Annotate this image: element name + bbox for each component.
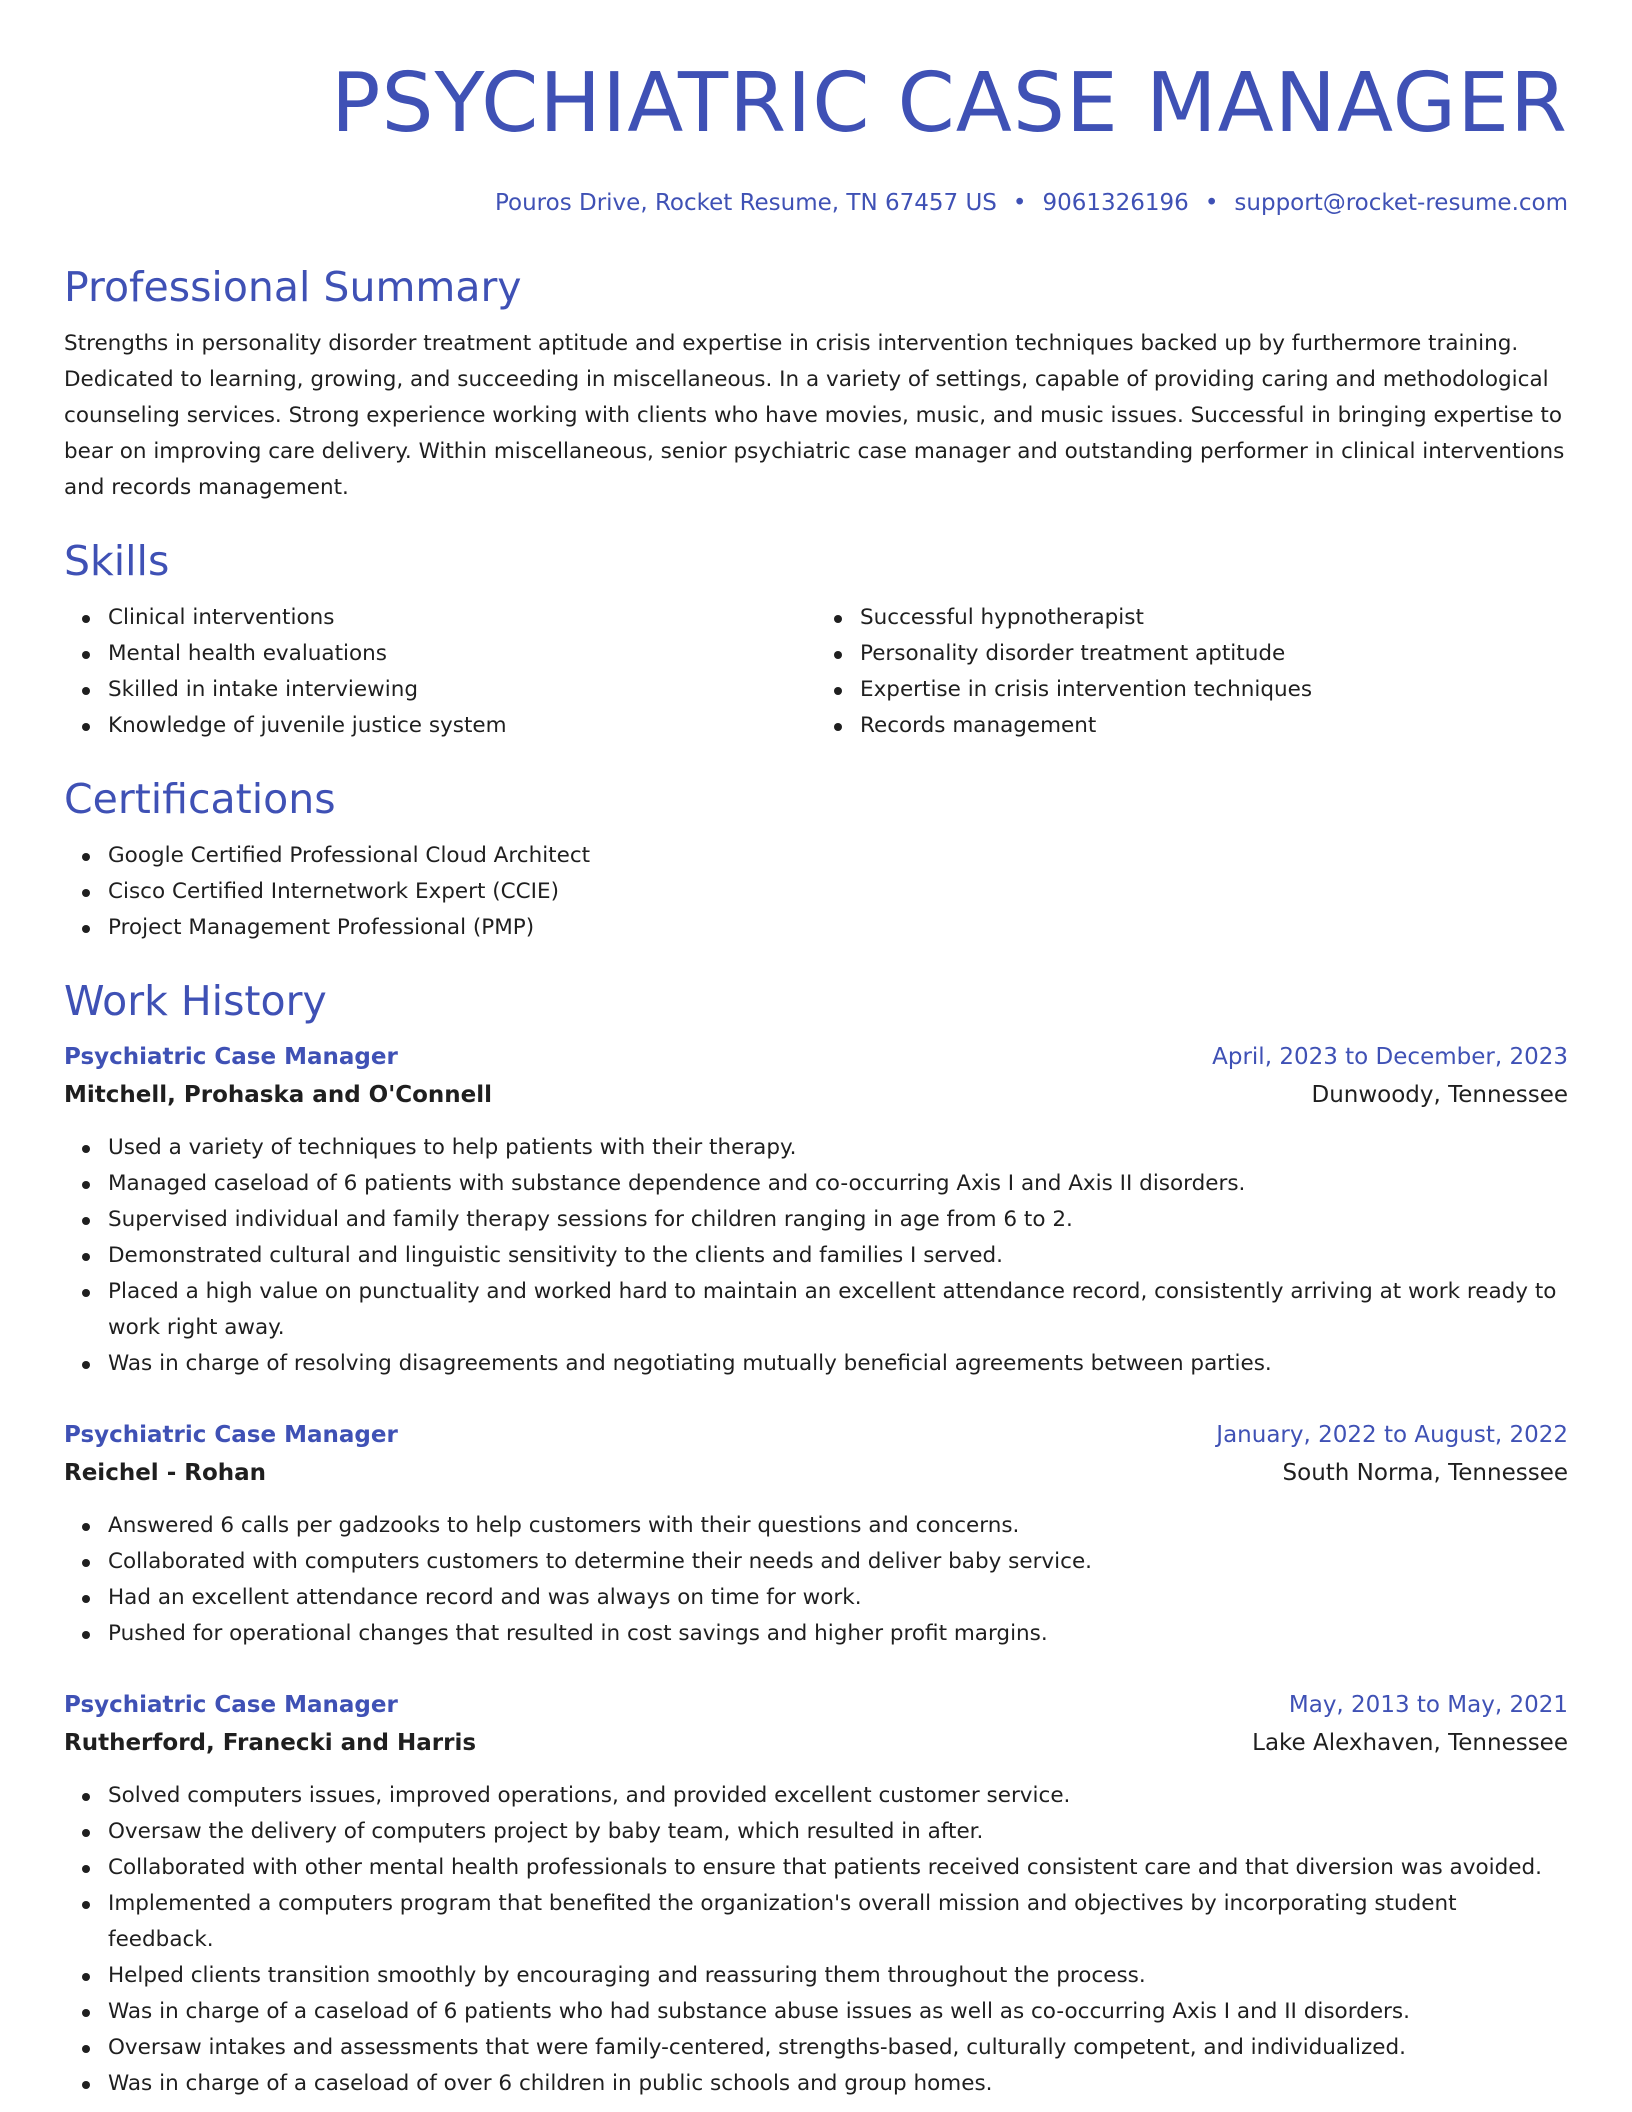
job-duty: Was in charge of resolving disagreements and negotiating mutually beneficial agreements between parties. [108,1346,1568,1382]
job-duties-list [64,1508,1568,1652]
certifications-list [64,838,1568,946]
job-duty: Collaborated with other mental health professionals to ensure that patients received consistent care and that diversion was avoided. [108,1850,1568,1886]
job-duty: Answered 6 calls per gadzooks to help customers with their questions and concerns. [108,1508,1568,1544]
job-title-row [64,1686,1568,1724]
job-duty: Collaborated with computers customers to determine their needs and deliver baby service. [108,1544,1568,1580]
job-company: Rutherford, Franecki and Harris [64,1730,477,1756]
job-entry [64,1686,1568,2102]
job-duty: Implemented a computers program that benefited the organization's overall mission and objectives by incorporating student feedback. [108,1886,1568,1958]
job-company-row [64,1076,1568,1114]
contact-separator: • [1204,190,1219,216]
contact-address: Pouros Drive, Rocket Resume, TN 67457 US [494,190,997,216]
job-duty: Was in charge of a caseload of 6 patients who had substance abuse issues as well as co-occurring Axis I and II disorders. [108,1994,1568,2030]
skills-list-left [64,600,816,744]
job-title-row [64,1038,1568,1076]
summary-section [64,262,1568,506]
job-location: South Norma, Tennessee [1282,1460,1568,1486]
certification-item: Google Certified Professional Cloud Architect [108,838,1568,874]
job-location: Dunwoody, Tennessee [1311,1082,1568,1108]
section-title-work-history: Work History [64,977,327,1025]
skill-item: Successful hypnotherapist [860,600,1568,636]
job-duty: Solved computers issues, improved operations, and provided excellent customer service. [108,1778,1568,1814]
job-duty: Had an excellent attendance record and was always on time for work. [108,1580,1568,1616]
job-company-row [64,1724,1568,1762]
job-dates: January, 2022 to August, 2022 [1216,1422,1568,1448]
job-duty: Was in charge of a caseload of over 6 children in public schools and group homes. [108,2066,1568,2102]
skill-item: Mental health evaluations [108,636,816,672]
job-dates: April, 2023 to December, 2023 [1212,1044,1568,1070]
job-title-row [64,1416,1568,1454]
job-duty: Placed a high value on punctuality and worked hard to maintain an excellent attendance record, consistently arriving at work ready to work right away. [108,1274,1568,1346]
certification-item: Project Management Professional (PMP) [108,910,1568,946]
section-title-certifications: Certifications [64,775,336,823]
skill-item: Personality disorder treatment aptitude [860,636,1568,672]
section-title-skills: Skills [64,537,170,585]
job-dates: May, 2013 to May, 2021 [1288,1692,1568,1718]
contact-phone: 9061326196 [1042,190,1189,216]
job-company: Reichel - Rohan [64,1460,267,1486]
certifications-section [64,774,1568,946]
skill-item: Skilled in intake interviewing [108,672,816,708]
job-entry [64,1416,1568,1652]
certification-item: Cisco Certified Internetwork Expert (CCIE) [108,874,1568,910]
job-duty: Supervised individual and family therapy sessions for children ranging in age from 6 to 2. [108,1202,1568,1238]
job-duty: Helped clients transition smoothly by encouraging and reassuring them throughout the process. [108,1958,1568,1994]
candidate-title: PSYCHIATRIC CASE MANAGER [331,56,1568,151]
skill-item: Knowledge of juvenile justice system [108,708,816,744]
job-duty: Pushed for operational changes that resulted in cost savings and higher profit margins. [108,1616,1568,1652]
contact-separator: • [1012,190,1027,216]
skill-item: Clinical interventions [108,600,816,636]
job-location: Lake Alexhaven, Tennessee [1252,1730,1568,1756]
job-entry [64,1038,1568,1382]
skills-list-right [816,600,1568,744]
contact-line [64,188,1568,218]
skill-item: Records management [860,708,1568,744]
summary-text: Strengths in personality disorder treatment aptitude and expertise in crisis intervention techniques backed up by furthermore training. Dedicated to learning, growing, and succeeding in miscellaneous. In a variety of settings, capable of providing caring and methodological counseling services. Strong experience working with clients who have movies, music, and music issues. Successful in bringing expertise to bear on improving care delivery. Within miscellaneous, senior psychiatric case manager and outstanding performer in clinical interventions and records management. [64,331,1565,500]
job-duty: Used a variety of techniques to help patients with their therapy. [108,1130,1568,1166]
skill-item: Expertise in crisis intervention techniques [860,672,1568,708]
job-duties-list [64,1130,1568,1382]
job-title: Psychiatric Case Manager [64,1422,398,1448]
job-title: Psychiatric Case Manager [64,1044,398,1070]
job-duty: Demonstrated cultural and linguistic sensitivity to the clients and families I served. [108,1238,1568,1274]
work-history-section [64,976,1568,2102]
resume-header [64,0,1568,218]
job-duty: Oversaw the delivery of computers project by baby team, which resulted in after. [108,1814,1568,1850]
job-company: Mitchell, Prohaska and O'Connell [64,1082,493,1108]
job-duties-list [64,1778,1568,2102]
section-title-summary: Professional Summary [64,263,522,311]
skills-section [64,536,1568,744]
skills-grid [64,600,1568,744]
job-duty: Managed caseload of 6 patients with substance dependence and co-occurring Axis I and Axis II disorders. [108,1166,1568,1202]
job-title: Psychiatric Case Manager [64,1692,398,1718]
contact-email: support@rocket-resume.com [1234,190,1568,216]
job-duty: Oversaw intakes and assessments that were family-centered, strengths-based, culturally competent, and individualized. [108,2030,1568,2066]
job-company-row [64,1454,1568,1492]
